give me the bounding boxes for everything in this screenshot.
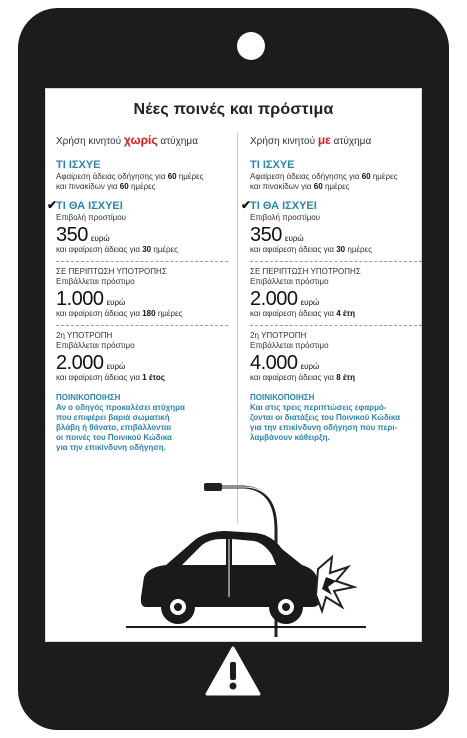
criminalization-title: ΠΟΙΝΙΚΟΠΟΙΗΣΗ — [56, 393, 121, 402]
dashed-divider — [250, 261, 422, 262]
column-divider — [237, 133, 238, 523]
phone-screen — [45, 88, 422, 642]
dashed-divider — [56, 325, 228, 326]
current-rules-text: Αφαίρεση άδειας οδήγησης για 60 ημέρες και πινακίδων για 60 ημέρες — [56, 172, 204, 191]
relapse-note: και αφαίρεση άδειας για 180 ημέρες — [56, 309, 183, 318]
dashed-divider — [250, 325, 422, 326]
car-crash-illustration — [126, 469, 366, 639]
current-rules-text: Αφαίρεση άδειας οδήγησης για 60 ημέρες και πινακίδων για 60 ημέρες — [250, 172, 398, 191]
column-heading: Χρήση κινητού με ατύχημα — [250, 133, 372, 147]
second-relapse-label: 2η ΥΠΟΤΡΟΠΗ Επιβάλλεται πρόστιμο — [250, 331, 329, 350]
fine-note: και αφαίρεση άδειας για 30 ημέρες — [56, 245, 178, 254]
second-relapse-amount: 4.000 ευρώ — [250, 352, 320, 374]
fine-note: και αφαίρεση άδειας για 30 ημέρες — [250, 245, 372, 254]
second-relapse-label: 2η ΥΠΟΤΡΟΠΗ Επιβάλλεται πρόστιμο — [56, 331, 135, 350]
relapse-amount: 2.000 ευρώ — [250, 288, 320, 310]
criminalization-text: Και στις τρεις περιπτώσεις εφαρμό- ζονται οι διατάξεις του Ποινικού Κώδικα για την επικίνδυνη οδήγηση που περι- λαμβάνουν κάθειρξη. — [250, 403, 401, 442]
warning-icon — [205, 646, 261, 696]
column-heading: Χρήση κινητού χωρίς ατύχημα — [56, 133, 198, 147]
second-relapse-amount: 2.000 ευρώ — [56, 352, 126, 374]
relapse-amount: 1.000 ευρώ — [56, 288, 126, 310]
camera-icon — [237, 32, 265, 60]
fine-amount: 350 ευρώ — [250, 224, 304, 246]
new-rules-title: ✔ ΤΙ ΘΑ ΙΣΧΥΕΙ — [241, 198, 317, 212]
relapse-note: και αφαίρεση άδειας για 4 έτη — [250, 309, 355, 318]
fine-label: Επιβολή προστίμου — [56, 213, 127, 222]
keyword-highlight: με — [317, 133, 331, 147]
infographic-title: Νέες ποινές και πρόστιμα — [133, 101, 334, 118]
check-icon: ✔ — [241, 198, 252, 212]
keyword-highlight: χωρίς — [123, 133, 158, 147]
column-with-accident — [241, 133, 422, 443]
check-icon: ✔ — [47, 198, 58, 212]
fine-amount: 350 ευρώ — [56, 224, 110, 246]
relapse-label: ΣΕ ΠΕΡΙΠΤΩΣΗ ΥΠΟΤΡΟΠΗΣ Επιβάλλεται πρόστιμο — [56, 267, 167, 286]
current-rules-title: ΤΙ ΙΣΧΥΕ — [56, 159, 101, 171]
relapse-label: ΣΕ ΠΕΡΙΠΤΩΣΗ ΥΠΟΤΡΟΠΗΣ Επιβάλλεται πρόστιμο — [250, 267, 361, 286]
second-relapse-note: και αφαίρεση άδειας για 8 έτη — [250, 373, 355, 382]
criminalization-text: Αν ο οδηγός προκαλέσει ατύχημα που επιφέρει βαριά σωματική βλάβη ή θάνατο, επιβάλλονται οι ποινές του Ποινικού Κώδικα για την επικίνδυνη οδήγηση. — [56, 403, 185, 452]
dashed-divider — [56, 261, 228, 262]
second-relapse-note: και αφαίρεση άδειας για 1 έτος — [56, 373, 165, 382]
current-rules-title: ΤΙ ΙΣΧΥΕ — [250, 159, 295, 171]
fine-label: Επιβολή προστίμου — [250, 213, 321, 222]
new-rules-title: ✔ ΤΙ ΘΑ ΙΣΧΥΕΙ — [47, 198, 123, 212]
column-without-accident — [47, 133, 228, 453]
criminalization-title: ΠΟΙΝΙΚΟΠΟΙΗΣΗ — [250, 393, 315, 402]
